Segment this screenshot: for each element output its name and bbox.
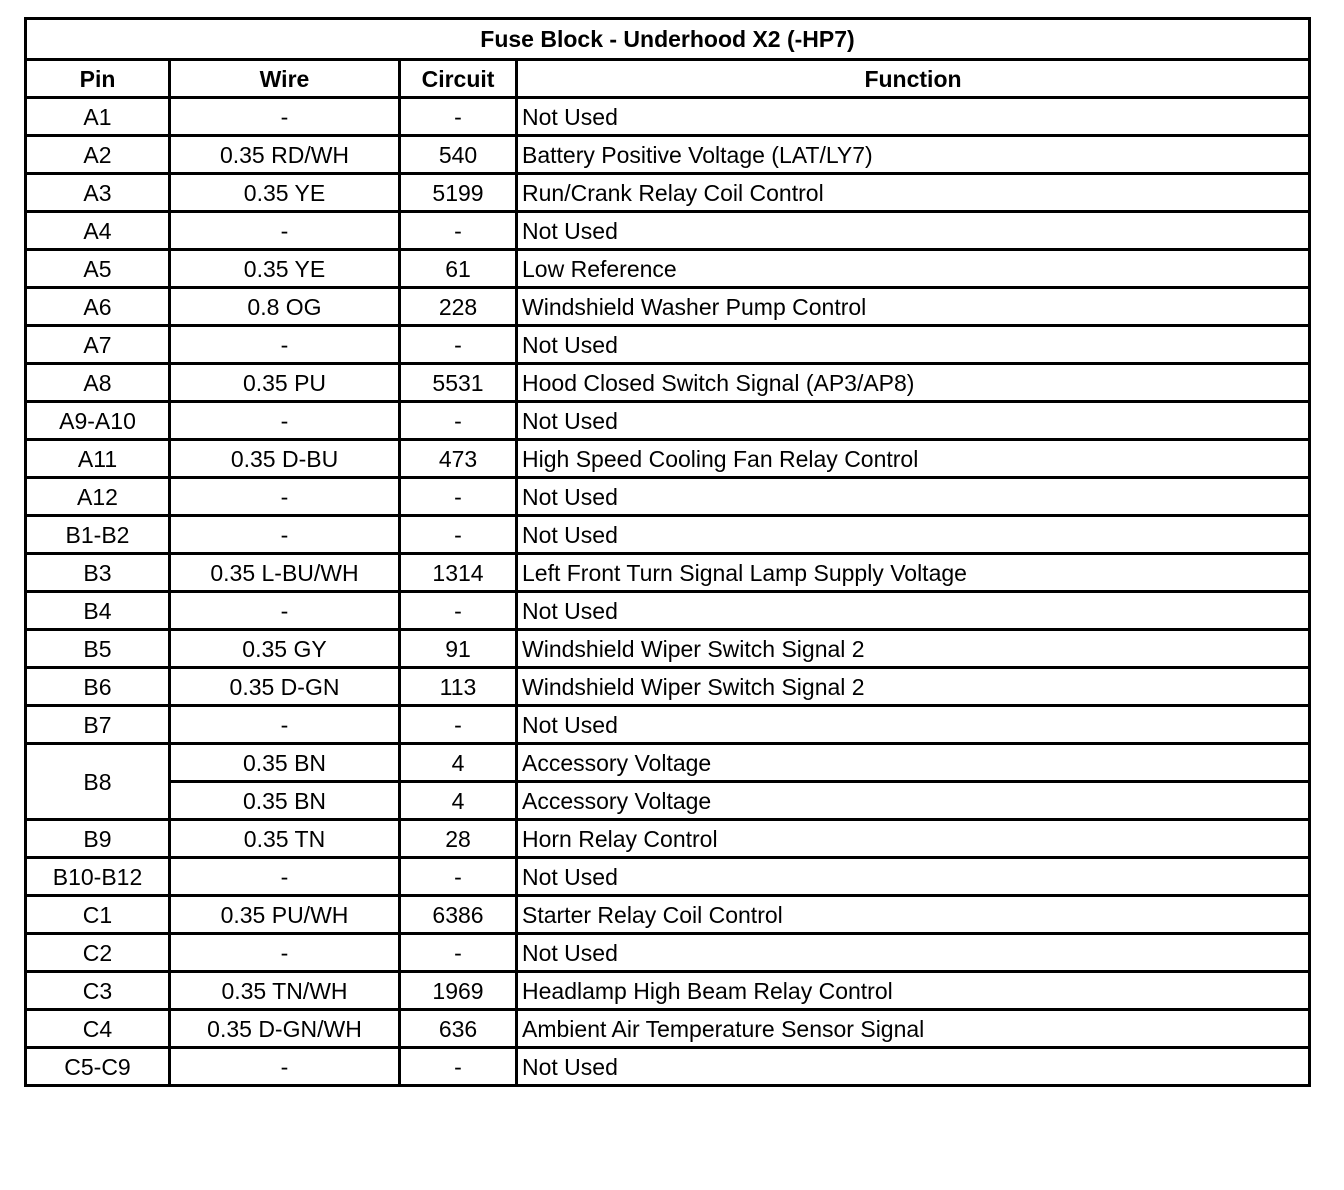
function-cell: Not Used [517,592,1310,630]
circuit-cell: - [400,858,517,896]
pin-cell: A4 [26,212,170,250]
wire-cell: - [170,402,400,440]
circuit-cell: 113 [400,668,517,706]
table-row [26,1010,1310,1048]
circuit-cell: 5531 [400,364,517,402]
function-cell: Starter Relay Coil Control [517,896,1310,934]
pin-cell: A11 [26,440,170,478]
function-cell: Not Used [517,1048,1310,1086]
table-row [26,706,1310,744]
pin-cell: C3 [26,972,170,1010]
circuit-cell: 1969 [400,972,517,1010]
circuit-cell: 636 [400,1010,517,1048]
pin-cell: A7 [26,326,170,364]
circuit-cell: - [400,402,517,440]
wire-cell: 0.35 YE [170,174,400,212]
table-row [26,934,1310,972]
function-cell: Not Used [517,516,1310,554]
function-cell: Run/Crank Relay Coil Control [517,174,1310,212]
function-cell: Not Used [517,212,1310,250]
pin-cell: B9 [26,820,170,858]
pin-cell: A3 [26,174,170,212]
circuit-cell: 91 [400,630,517,668]
table-row [26,858,1310,896]
function-cell: Not Used [517,934,1310,972]
function-cell: Windshield Washer Pump Control [517,288,1310,326]
wire-cell: - [170,1048,400,1086]
header-circuit: Circuit [400,60,517,98]
circuit-cell: 28 [400,820,517,858]
wire-cell: 0.8 OG [170,288,400,326]
function-cell: Low Reference [517,250,1310,288]
wire-cell: 0.35 TN [170,820,400,858]
table-row [26,250,1310,288]
table-row [26,668,1310,706]
header-wire: Wire [170,60,400,98]
circuit-cell: 4 [400,744,517,782]
pin-cell: A2 [26,136,170,174]
table-row [26,516,1310,554]
function-cell: Horn Relay Control [517,820,1310,858]
function-cell: Ambient Air Temperature Sensor Signal [517,1010,1310,1048]
header-row [26,60,1310,98]
wire-cell: - [170,326,400,364]
table-row [26,136,1310,174]
function-cell: Accessory Voltage [517,782,1310,820]
wire-cell: 0.35 GY [170,630,400,668]
wire-cell: 0.35 BN [170,782,400,820]
wire-cell: - [170,212,400,250]
pin-cell: B1-B2 [26,516,170,554]
pin-cell: C1 [26,896,170,934]
pin-cell: B3 [26,554,170,592]
function-cell: Accessory Voltage [517,744,1310,782]
wire-cell: - [170,516,400,554]
circuit-cell: - [400,516,517,554]
circuit-cell: - [400,478,517,516]
circuit-cell: - [400,592,517,630]
circuit-cell: - [400,1048,517,1086]
circuit-cell: 5199 [400,174,517,212]
fuse-block-table [24,17,1311,1087]
wire-cell: 0.35 D-GN [170,668,400,706]
circuit-cell: - [400,212,517,250]
function-cell: Hood Closed Switch Signal (AP3/AP8) [517,364,1310,402]
function-cell: Not Used [517,98,1310,136]
pin-cell: B7 [26,706,170,744]
table-row [26,782,1310,820]
pin-cell: A12 [26,478,170,516]
function-cell: Not Used [517,402,1310,440]
circuit-cell: - [400,706,517,744]
wire-cell: 0.35 D-GN/WH [170,1010,400,1048]
circuit-cell: - [400,934,517,972]
pin-cell: A1 [26,98,170,136]
table-row [26,212,1310,250]
function-cell: Not Used [517,326,1310,364]
pin-cell: B8 [26,744,170,820]
pin-cell: A8 [26,364,170,402]
table-title: Fuse Block - Underhood X2 (-HP7) [26,19,1310,60]
circuit-cell: 228 [400,288,517,326]
table-row [26,972,1310,1010]
table-row [26,364,1310,402]
function-cell: Windshield Wiper Switch Signal 2 [517,630,1310,668]
table-row [26,174,1310,212]
header-pin: Pin [26,60,170,98]
pin-cell: B5 [26,630,170,668]
table-row [26,1048,1310,1086]
wire-cell: - [170,98,400,136]
circuit-cell: - [400,98,517,136]
pin-cell: C2 [26,934,170,972]
table-row [26,402,1310,440]
title-row [26,19,1310,60]
wire-cell: - [170,858,400,896]
pin-cell: A6 [26,288,170,326]
table-row [26,630,1310,668]
circuit-cell: 1314 [400,554,517,592]
circuit-cell: - [400,326,517,364]
function-cell: High Speed Cooling Fan Relay Control [517,440,1310,478]
table-body [26,98,1310,1086]
table-row [26,896,1310,934]
function-cell: Battery Positive Voltage (LAT/LY7) [517,136,1310,174]
circuit-cell: 6386 [400,896,517,934]
table-row [26,98,1310,136]
pin-cell: C5-C9 [26,1048,170,1086]
table-row [26,478,1310,516]
wire-cell: 0.35 D-BU [170,440,400,478]
wire-cell: - [170,934,400,972]
function-cell: Left Front Turn Signal Lamp Supply Voltage [517,554,1310,592]
wire-cell: - [170,706,400,744]
wire-cell: 0.35 L-BU/WH [170,554,400,592]
pin-cell: B4 [26,592,170,630]
pin-cell: A5 [26,250,170,288]
circuit-cell: 61 [400,250,517,288]
table-row [26,326,1310,364]
wire-cell: - [170,478,400,516]
wire-cell: 0.35 RD/WH [170,136,400,174]
pin-cell: A9-A10 [26,402,170,440]
function-cell: Windshield Wiper Switch Signal 2 [517,668,1310,706]
function-cell: Not Used [517,478,1310,516]
wire-cell: 0.35 YE [170,250,400,288]
header-function: Function [517,60,1310,98]
pin-cell: B10-B12 [26,858,170,896]
pin-cell: C4 [26,1010,170,1048]
wire-cell: 0.35 PU [170,364,400,402]
table-row [26,440,1310,478]
function-cell: Not Used [517,706,1310,744]
wire-cell: 0.35 BN [170,744,400,782]
wire-cell: 0.35 TN/WH [170,972,400,1010]
circuit-cell: 4 [400,782,517,820]
circuit-cell: 473 [400,440,517,478]
table-row [26,592,1310,630]
wire-cell: 0.35 PU/WH [170,896,400,934]
wire-cell: - [170,592,400,630]
table-row [26,744,1310,782]
table-row [26,554,1310,592]
pin-cell: B6 [26,668,170,706]
function-cell: Not Used [517,858,1310,896]
function-cell: Headlamp High Beam Relay Control [517,972,1310,1010]
table-row [26,288,1310,326]
circuit-cell: 540 [400,136,517,174]
table-row [26,820,1310,858]
